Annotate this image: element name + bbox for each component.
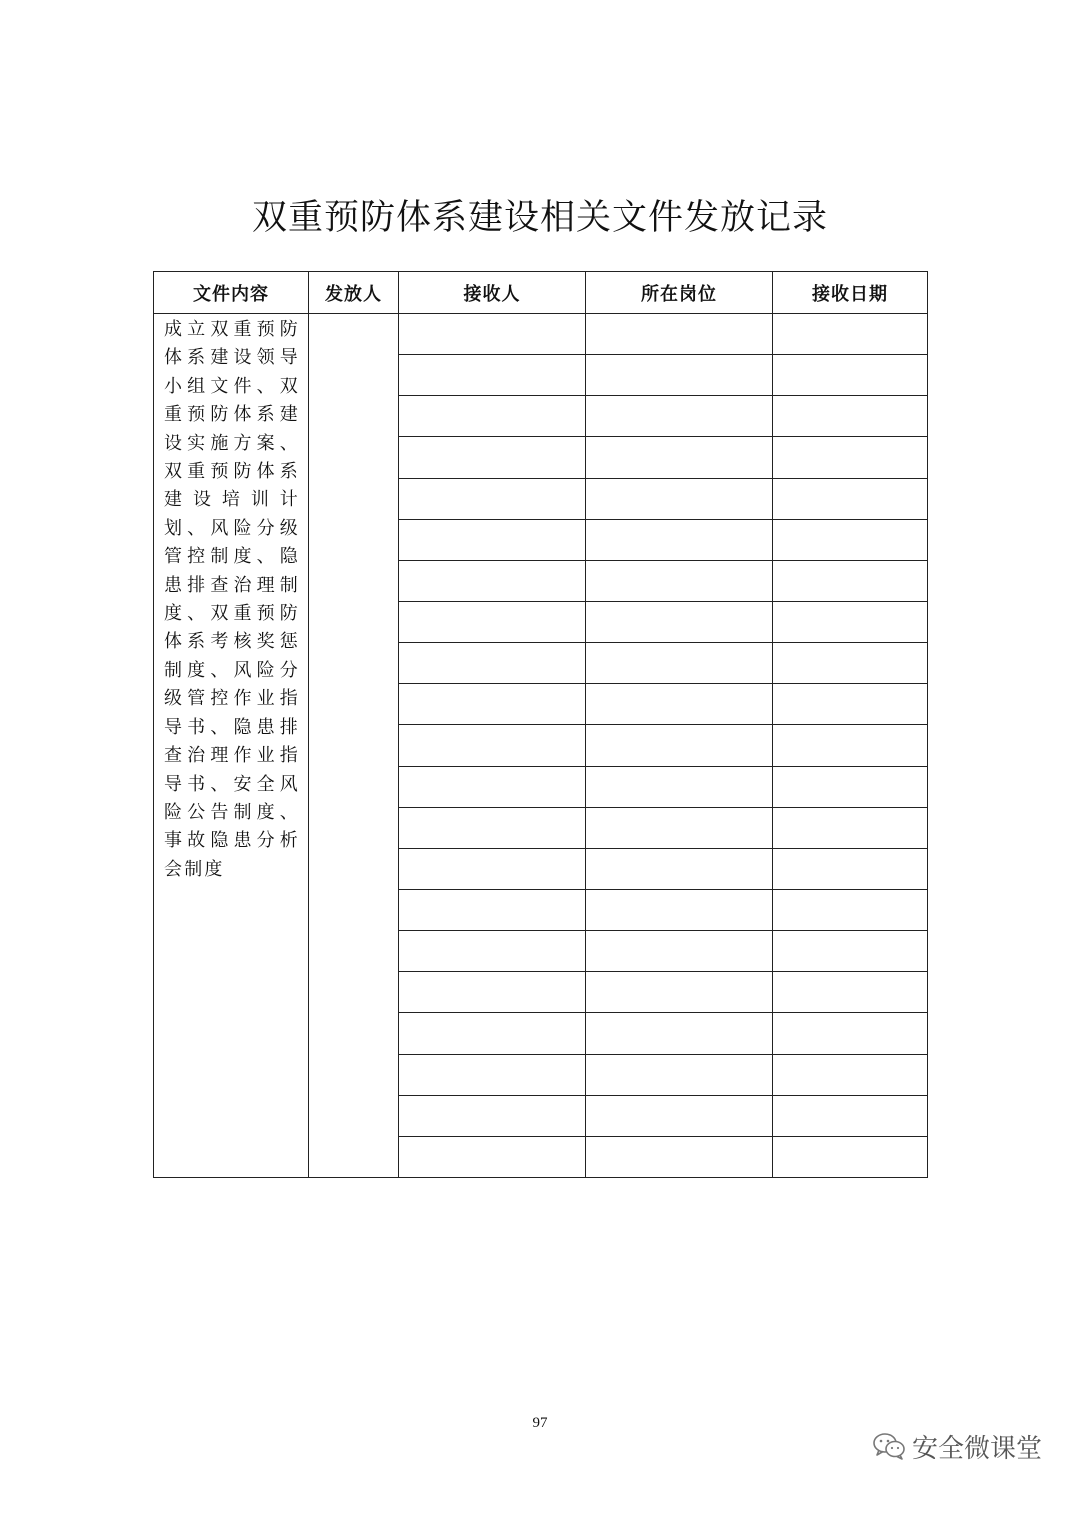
header-file-content: 文件内容	[154, 272, 309, 314]
recipient-cell	[399, 396, 586, 437]
position-cell	[586, 1095, 773, 1136]
watermark	[872, 1428, 1042, 1464]
recipient-cell	[399, 1054, 586, 1095]
position-cell	[586, 766, 773, 807]
receive-date-cell	[773, 519, 928, 560]
file-content-cell	[154, 314, 309, 1178]
recipient-cell	[399, 601, 586, 642]
watermark-text: 安全微课堂	[912, 1433, 1043, 1464]
recipient-cell	[399, 848, 586, 889]
recipient-cell	[399, 766, 586, 807]
receive-date-cell	[773, 1136, 928, 1177]
position-cell	[586, 355, 773, 396]
recipient-cell	[399, 519, 586, 560]
position-cell	[586, 725, 773, 766]
receive-date-cell	[773, 437, 928, 478]
receive-date-cell	[773, 643, 928, 684]
position-cell	[586, 519, 773, 560]
position-cell	[586, 396, 773, 437]
receive-date-cell	[773, 601, 928, 642]
position-cell	[586, 601, 773, 642]
recipient-cell	[399, 437, 586, 478]
header-recipient: 接收人	[399, 272, 586, 314]
receive-date-cell	[773, 1013, 928, 1054]
recipient-cell	[399, 931, 586, 972]
position-cell	[586, 972, 773, 1013]
recipient-cell	[399, 684, 586, 725]
page-number: 97	[532, 1415, 548, 1431]
recipient-cell	[399, 355, 586, 396]
table-header-row	[154, 272, 928, 314]
position-cell	[586, 643, 773, 684]
wechat-icon	[872, 1431, 906, 1461]
position-cell	[586, 1136, 773, 1177]
receive-date-cell	[773, 1095, 928, 1136]
recipient-cell	[399, 643, 586, 684]
receive-date-cell	[773, 560, 928, 601]
recipient-cell	[399, 725, 586, 766]
recipient-cell	[399, 1095, 586, 1136]
position-cell	[586, 848, 773, 889]
position-cell	[586, 560, 773, 601]
receive-date-cell	[773, 848, 928, 889]
header-position: 所在岗位	[586, 272, 773, 314]
file-content-text: 成立双重预防体系建设领导小组文件、双重预防体系建设实施方案、双重预防体系建设培训计划、风险分级管控制度、隐患排查治理制度、双重预防体系考核奖惩制度、风险分级管控作业指导书、隐患排查治理作业指导书、安全风险公告制度、事故隐患分析会制度	[164, 319, 300, 880]
recipient-cell	[399, 314, 586, 355]
receive-date-cell	[773, 478, 928, 519]
position-cell	[586, 437, 773, 478]
issuer-cell	[309, 314, 399, 1178]
header-receive-date: 接收日期	[773, 272, 928, 314]
receive-date-cell	[773, 355, 928, 396]
recipient-cell	[399, 1013, 586, 1054]
table-row	[154, 314, 928, 355]
position-cell	[586, 1013, 773, 1054]
receive-date-cell	[773, 1054, 928, 1095]
position-cell	[586, 684, 773, 725]
position-cell	[586, 807, 773, 848]
recipient-cell	[399, 889, 586, 930]
receive-date-cell	[773, 684, 928, 725]
recipient-cell	[399, 478, 586, 519]
receive-date-cell	[773, 725, 928, 766]
recipient-cell	[399, 972, 586, 1013]
position-cell	[586, 478, 773, 519]
table-body	[154, 314, 928, 1178]
recipient-cell	[399, 1136, 586, 1177]
recipient-cell	[399, 560, 586, 601]
receive-date-cell	[773, 972, 928, 1013]
receive-date-cell	[773, 766, 928, 807]
receive-date-cell	[773, 931, 928, 972]
receive-date-cell	[773, 889, 928, 930]
receive-date-cell	[773, 314, 928, 355]
position-cell	[586, 314, 773, 355]
recipient-cell	[399, 807, 586, 848]
header-issuer: 发放人	[309, 272, 399, 314]
position-cell	[586, 889, 773, 930]
receive-date-cell	[773, 807, 928, 848]
receive-date-cell	[773, 396, 928, 437]
position-cell	[586, 1054, 773, 1095]
page-title: 双重预防体系建设相关文件发放记录	[251, 198, 828, 238]
position-cell	[586, 931, 773, 972]
record-table	[153, 271, 928, 1178]
